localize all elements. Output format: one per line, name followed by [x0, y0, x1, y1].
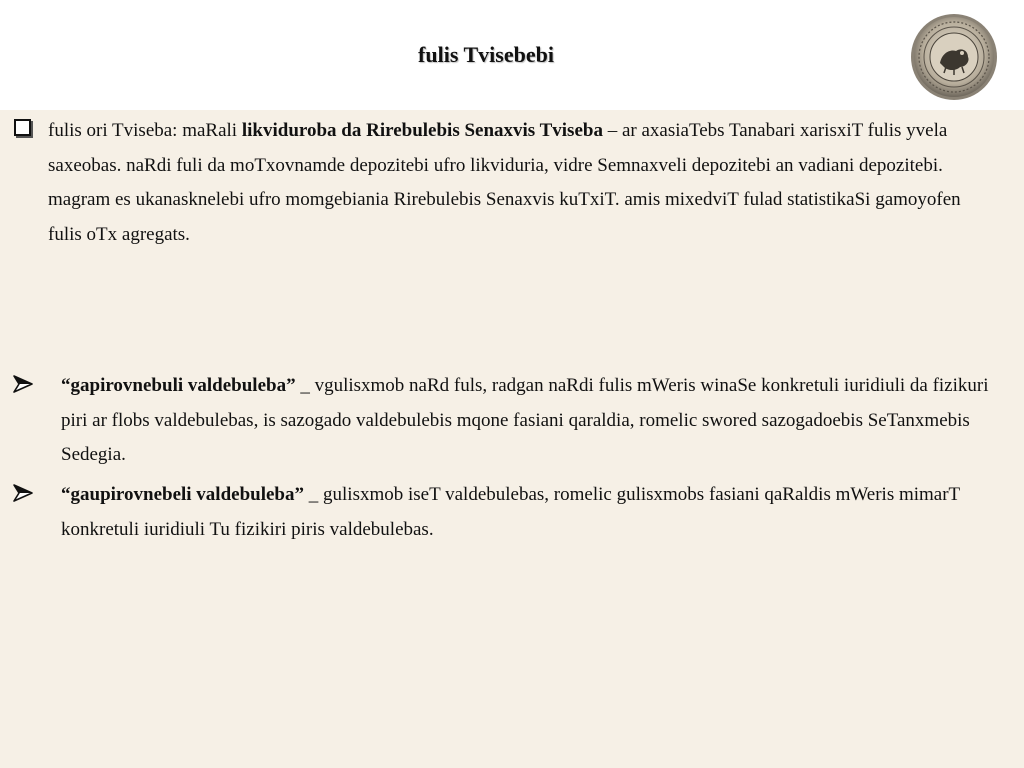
bullet-text-bold: likviduroba da Rirebulebis Senaxvis Tviseba [241, 120, 603, 141]
bullet-text-bold: “gaupirovnebeli valdebuleba” [61, 484, 309, 505]
arrow-bullet-icon [12, 483, 34, 503]
bullet-paragraph [61, 369, 1006, 473]
bullet-text-rest: _ vgulisxmob naRd fuls, radgan naRdi fulis mWeris winaSe konkretuli iuridiuli da fizikuri piri ar flobs valdebulebas, is sazogado valdebulebis mqone fasiani qaraldia, romelic swored sazogadoebis SeTanxmebis Sedegia. [61, 375, 989, 465]
checkbox-square-icon [14, 119, 31, 136]
bullet-paragraph [48, 114, 978, 252]
bullet-text-bold: “gapirovnebuli valdebuleba” [61, 375, 301, 396]
bullet-paragraph [61, 478, 1011, 547]
bullet-text-rest: – ar axasiaTebs Tanabari xarisxiT fulis yvela saxeobas. naRdi fuli da moTxovnamde depozitebi ufro likviduria, vidre Semnaxveli depozitebi an vadiani depozitebi. magram es ukanasknelebi ufro momgebiania Rirebulebis Senaxvis kuTxiT. amis mixedviT fulad statistikaSi gamoyofen fulis oTx agregats. [48, 120, 961, 245]
slide-header [0, 0, 1024, 110]
bullet-text-lead: fulis ori Tviseba: maRali [48, 120, 242, 141]
bullet-text-rest: _ gulisxmob iseT valdebulebas, romelic gulisxmobs fasiani qaRaldis mWeris mimarT konkretuli iuridiuli Tu fizikiri piris valdebulebas. [61, 484, 960, 540]
slide-title: fulis Tvisebebi [418, 42, 554, 67]
ornamental-seal-icon [910, 13, 998, 101]
arrow-bullet-icon [12, 374, 34, 394]
